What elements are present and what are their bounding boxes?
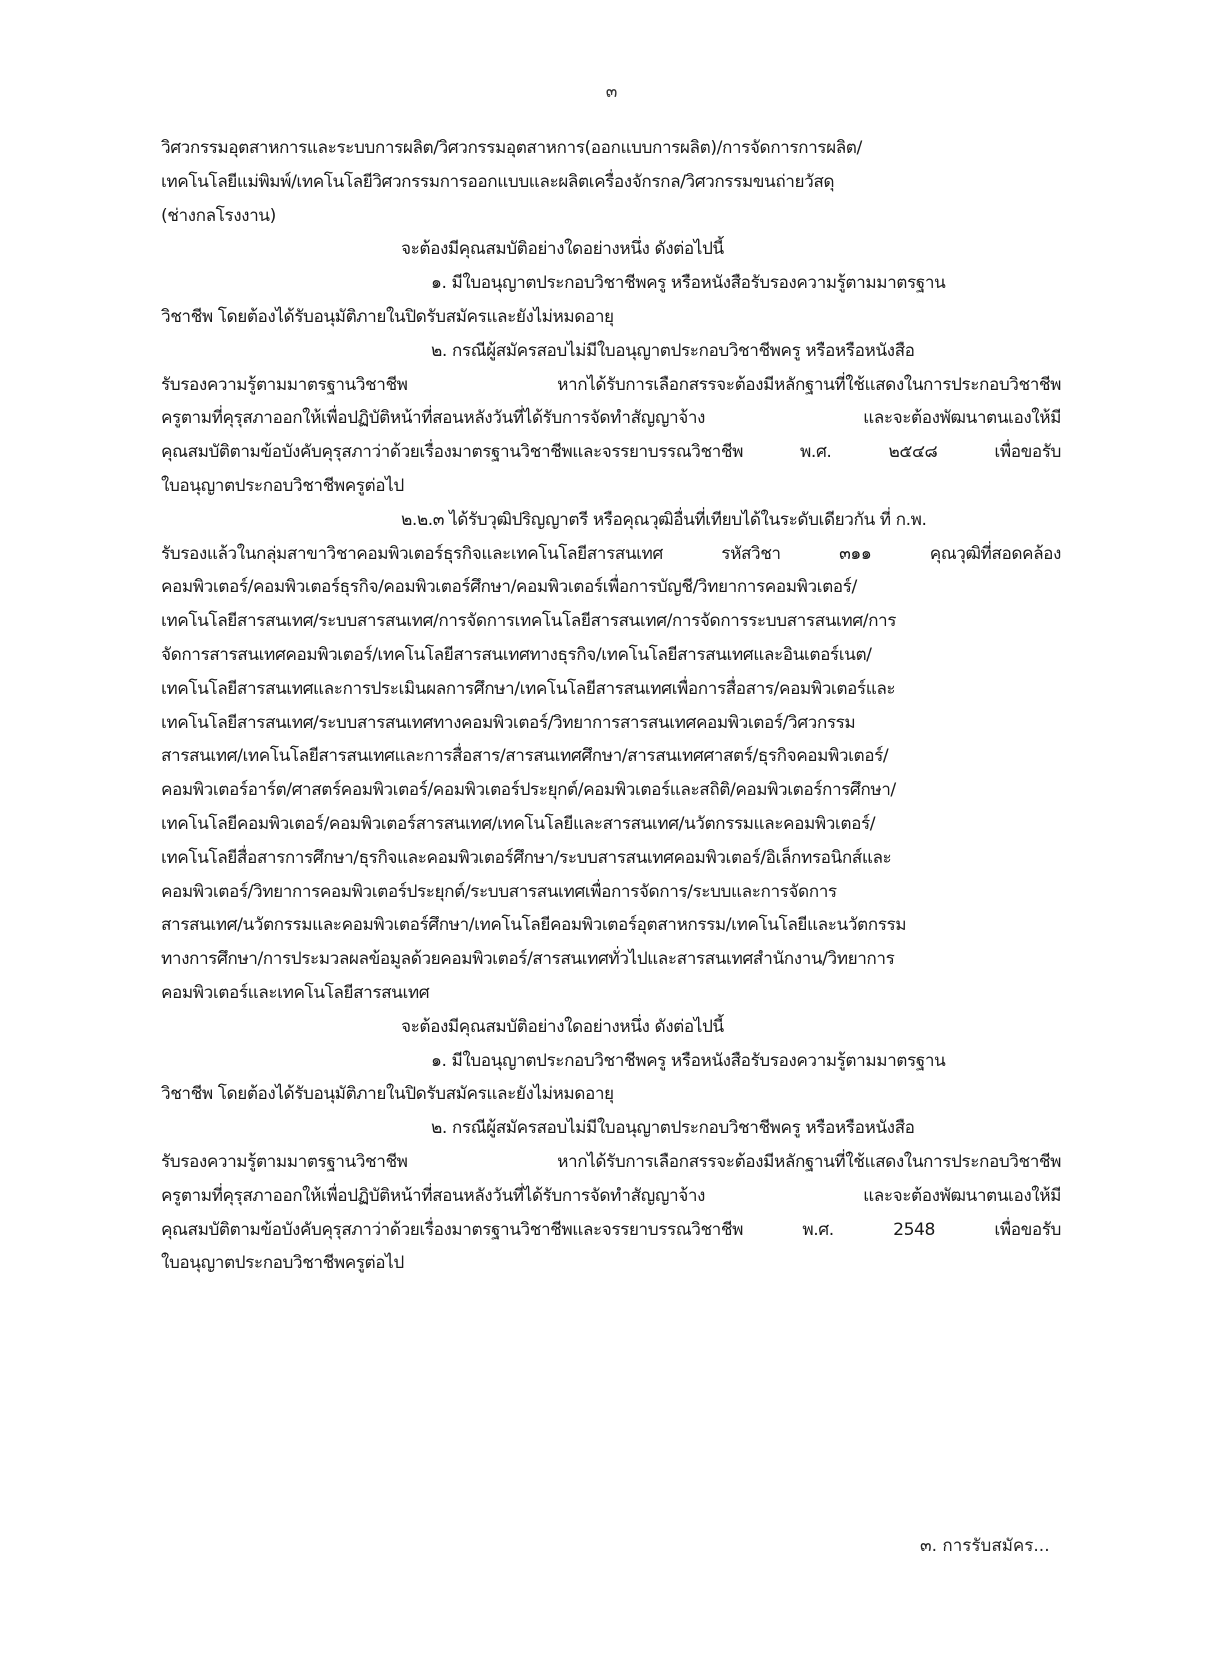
list-item-2-line: ใบอนุญาตประกอบวิชาชีพครูต่อไป: [161, 1253, 404, 1274]
list-item-2-line: ใบอนุญาตประกอบวิชาชีพครูต่อไป: [161, 475, 404, 496]
paragraph-line: เทคโนโลยีแม่พิมพ์/เทคโนโลยีวิศวกรรมการออกแบบและผลิตเครื่องจักรกล/วิศวกรรมขนถ่ายวัสดุ: [161, 171, 835, 192]
paragraph-line: คอมพิวเตอร์/วิทยาการคอมพิวเตอร์ประยุกต์/ระบบสารสนเทศเพื่อการจัดการ/ระบบและการจัดการ: [161, 881, 837, 902]
paragraph-line: คอมพิวเตอร์และเทคโนโลยีสารสนเทศ: [161, 982, 430, 1003]
paragraph-line: รับรองแล้วในกลุ่มสาขาวิชาคอมพิวเตอร์ธุรกิจและเทคโนโลยีสารสนเทศ รหัสวิชา ๓๑๑ คุณวุฒิที่สอดคล้อง: [161, 543, 1061, 564]
list-item-2-line: ๒. กรณีผู้สมัครสอบไม่มีใบอนุญาตประกอบวิชาชีพครู หรือหรือหนังสือ: [431, 340, 915, 361]
section-heading-2-2-3: ๒.๒.๓ ได้รับวุฒิปริญญาตรี หรือคุณวุฒิอื่นที่เทียบได้ในระดับเดียวกัน ที่ ก.พ.: [401, 509, 927, 530]
paragraph-line: สารสนเทศ/นวัตกรรมและคอมพิวเตอร์ศึกษา/เทคโนโลยีคอมพิวเตอร์อุตสาหกรรม/เทคโนโลยีและนวัตกรรม: [161, 915, 907, 936]
list-item-1-line: วิชาชีพ โดยต้องได้รับอนุมัติภายในปิดรับสมัครและยังไม่หมดอายุ: [161, 1084, 614, 1105]
paragraph-line: เทคโนโลยีสารสนเทศและการประเมินผลการศึกษา/เทคโนโลยีสารสนเทศเพื่อการสื่อสาร/คอมพิวเตอร์และ: [161, 678, 896, 699]
list-item-2-line: คุณสมบัติตามข้อบังคับคุรุสภาว่าด้วยเรื่องมาตรฐานวิชาชีพและจรรยาบรรณวิชาชีพ พ.ศ. ๒๕๔๘ เพื่อขอรับ: [161, 442, 1061, 463]
list-item-2-line: ครูตามที่คุรุสภาออกให้เพื่อปฏิบัติหน้าที่สอนหลังวันที่ได้รับการจัดทำสัญญาจ้าง และจะต้องพัฒนาตนเองให้มี: [161, 1185, 1061, 1206]
list-item-2-line: รับรองความรู้ตามมาตรฐานวิชาชีพ หากได้รับการเลือกสรรจะต้องมีหลักฐานที่ใช้แสดงในการประกอบวิชาชีพ: [161, 1151, 1061, 1172]
list-item-2-line: คุณสมบัติตามข้อบังคับคุรุสภาว่าด้วยเรื่องมาตรฐานวิชาชีพและจรรยาบรรณวิชาชีพ พ.ศ. 2548 เพื่อขอรับ: [161, 1219, 1061, 1240]
continuation-footer: ๓. การรับสมัคร...: [920, 1536, 1050, 1556]
paragraph-line: วิศวกรรมอุตสาหการและระบบการผลิต/วิศวกรรมอุตสาหการ(ออกแบบการผลิต)/การจัดการการผลิต/: [161, 138, 862, 158]
paragraph-line: (ช่างกลโรงงาน): [161, 205, 276, 226]
document-body: [161, 132, 1061, 1281]
paragraph-line: เทคโนโลยีคอมพิวเตอร์/คอมพิวเตอร์สารสนเทศ/เทคโนโลยีและสารสนเทศ/นวัตกรรมและคอมพิวเตอร์/: [161, 813, 876, 834]
paragraph-line: สารสนเทศ/เทคโนโลยีสารสนเทศและการสื่อสาร/สารสนเทศศึกษา/สารสนเทศศาสตร์/ธุรกิจคอมพิวเตอร์/: [161, 746, 889, 767]
paragraph-line: เทคโนโลยีสารสนเทศ/ระบบสารสนเทศทางคอมพิวเตอร์/วิทยาการสารสนเทศคอมพิวเตอร์/วิศวกรรม: [161, 712, 856, 733]
requirement-heading: จะต้องมีคุณสมบัติอย่างใดอย่างหนึ่ง ดังต่อไปนี้: [401, 239, 724, 260]
list-item-2-line: รับรองความรู้ตามมาตรฐานวิชาชีพ หากได้รับการเลือกสรรจะต้องมีหลักฐานที่ใช้แสดงในการประกอบวิชาชีพ: [161, 374, 1061, 395]
page-number: ๓: [605, 82, 618, 102]
paragraph-line: เทคโนโลยีสารสนเทศ/ระบบสารสนเทศ/การจัดการเทคโนโลยีสารสนเทศ/การจัดการระบบสารสนเทศ/การ: [161, 611, 897, 632]
list-item-2-line: ครูตามที่คุรุสภาออกให้เพื่อปฏิบัติหน้าที่สอนหลังวันที่ได้รับการจัดทำสัญญาจ้าง และจะต้องพัฒนาตนเองให้มี: [161, 408, 1061, 429]
paragraph-line: คอมพิวเตอร์/คอมพิวเตอร์ธุรกิจ/คอมพิวเตอร์ศึกษา/คอมพิวเตอร์เพื่อการบัญชี/วิทยาการคอมพิวเตอร์/: [161, 577, 857, 598]
paragraph-line: เทคโนโลยีสื่อสารการศึกษา/ธุรกิจและคอมพิวเตอร์ศึกษา/ระบบสารสนเทศคอมพิวเตอร์/อิเล็กทรอนิกส์และ: [161, 847, 892, 868]
paragraph-line: จัดการสารสนเทศคอมพิวเตอร์/เทคโนโลยีสารสนเทศทางธุรกิจ/เทคโนโลยีสารสนเทศและอินเตอร์เนต/: [161, 644, 872, 665]
paragraph-line: ทางการศึกษา/การประมวลผลข้อมูลด้วยคอมพิวเตอร์/สารสนเทศทั่วไปและสารสนเทศสำนักงาน/วิทยาการ: [161, 949, 895, 970]
requirement-heading: จะต้องมีคุณสมบัติอย่างใดอย่างหนึ่ง ดังต่อไปนี้: [401, 1016, 724, 1037]
paragraph-line: คอมพิวเตอร์อาร์ต/ศาสตร์คอมพิวเตอร์/คอมพิวเตอร์ประยุกต์/คอมพิวเตอร์และสถิติ/คอมพิวเตอร์การศึกษา/: [161, 780, 896, 801]
list-item-1-line: ๑. มีใบอนุญาตประกอบวิชาชีพครู หรือหนังสือรับรองความรู้ตามมาตรฐาน: [431, 273, 946, 294]
list-item-1-line: ๑. มีใบอนุญาตประกอบวิชาชีพครู หรือหนังสือรับรองความรู้ตามมาตรฐาน: [431, 1050, 946, 1071]
list-item-1-line: วิชาชีพ โดยต้องได้รับอนุมัติภายในปิดรับสมัครและยังไม่หมดอายุ: [161, 306, 614, 327]
list-item-2-line: ๒. กรณีผู้สมัครสอบไม่มีใบอนุญาตประกอบวิชาชีพครู หรือหรือหนังสือ: [431, 1118, 915, 1139]
